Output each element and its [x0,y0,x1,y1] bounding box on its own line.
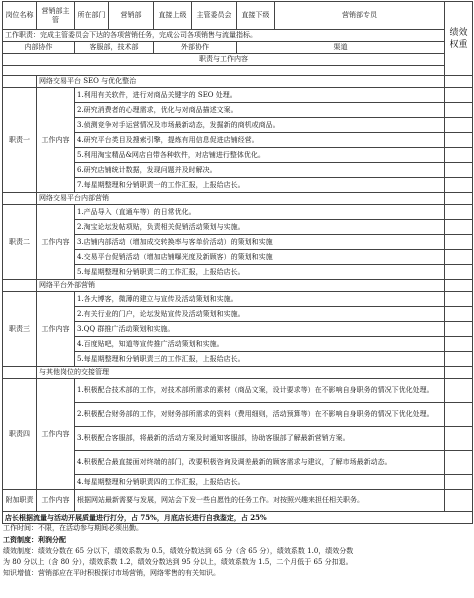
job-purpose: 工作职责：完成主管委员会下达的各项营销任务，完成公司各项销售与流量指标。 [3,30,445,42]
external-collab-label: 外部协作 [154,42,237,54]
section-title: 职责与工作内容 [3,54,445,66]
header-department-value: 营销部 [109,2,154,30]
spacer-row [3,66,445,76]
duty-title: 网络交易平台 SEO 与优化整治 [37,76,445,88]
extra-duty-content-label: 工作内容 [37,490,75,512]
performance-line: 为 80 分以上（含 80 分），绩效系数 1.2，绩效分数达到 95 分以上，绩效系数为 1.5，二个月低于 65 分扣退。 [3,557,353,566]
header-department-label: 所在部门 [75,2,109,30]
internal-collab-value: 客服部，技术部 [75,42,154,54]
policy-notes [3,523,471,579]
duty-item: 7.每星期整理和分销职责一的工作汇报，上报给店长。 [75,178,445,193]
duty-content-label: 工作内容 [37,379,75,490]
duty-item: 4.每星期整理和分销职责四的工作汇报，上报给店长。 [75,475,445,490]
duty-title-row [3,193,473,205]
duty-item: 2.淘宝论坛发帖项贴，负责相关促销活动策划与实施。 [75,220,445,235]
weight-header: 绩效权重 [445,2,473,76]
extra-duty-label: 附加职责 [3,490,37,512]
duty-item: 2.积极配合财务部的工作，对财务部所需求的资料（费用细则，活动预算等）在不影响自身职务的情况下优化处理。 [75,403,445,427]
header-subordinate-value: 营销部专员 [275,2,445,30]
header-position-value: 营销部主管 [37,2,75,30]
job-description-table [2,1,473,524]
header-superior-label: 直接上级 [154,2,192,30]
duty-title-row [3,280,473,292]
duty-item: 1.利用有关软件，进行对商品关键字的 SEO 处理。 [75,88,445,103]
duty-title: 网络交易平台内部营销 [37,193,445,205]
duty-content-label: 工作内容 [37,88,75,193]
duty-item: 6.研究店铺统计数据，发现问题并及时解决。 [75,163,445,178]
knowledge-note: 知识增值：营销部应在平时积极探讨市场营销，网络零售的有关知识。 [3,569,220,578]
extra-duty-row [3,490,473,512]
external-collab-value: 渠道 [237,42,445,54]
salary-title: 工资制度：利润分配 [3,535,66,545]
header-subordinate-label: 直接下级 [237,2,275,30]
duty-item: 2.研究消费者的心理需求，优化与对商品描述文案。 [75,103,445,118]
duty-item: 4.交易平台促销活动（增加店铺曝光度及新顾客）的策划和实施 [75,250,445,265]
duty-item: 3.店铺内部活动（增加成交转换率与客单价活动）的策划和实施 [75,235,445,250]
duty-content-label: 工作内容 [37,205,75,280]
duty-item: 3.QQ 群推广活动策划和实施。 [75,322,445,337]
duty-item: 5.利用淘宝精品&网店自带各种软件，对店铺进行整体优化。 [75,148,445,163]
header-position-label: 岗位名称 [3,2,37,30]
duty-label: 职责二 [3,205,37,280]
duty-content-label: 工作内容 [37,292,75,367]
duty-title: 网络平台外部营销 [37,280,445,292]
header-row [3,2,473,30]
duty-item: 4.积极配合最直接面对终端的部门，改要积极咨询及调差最新的顾客需求与建议，了解市场最新动态。 [75,451,445,475]
duty-label: 职责一 [3,88,37,193]
duty-item: 3.侦测竞争对手运营情况及市场最新动态，发掘新的商机或商品。 [75,118,445,133]
duty-item: 3.积极配合客服部，将最新的活动方案及时通知客服部，协助客服部了解最新营销方案。 [75,427,445,451]
duty-item: 1.积极配合技术部的工作，对技术部所需求的素材（商品文案，设计要求等）在不影响自身职务的情况下优化处理。 [75,379,445,403]
duty-title-row [3,76,473,88]
duty-item: 4.研究平台类目及搜索引擎，提炼有用信息促进店铺经营。 [75,133,445,148]
extra-duty-text: 根据网站最新需要与发展，网站会下发一些自愿性的任务工作。对按照兴趣来担任相关职务。 [75,490,445,512]
duty-item: 1.产品导入（直通车等）的日常优化。 [75,205,445,220]
duty-item: 5.每星期整理和分销职责三的工作汇报，上报给店长。 [75,352,445,367]
duty-item: 5.每星期整理和分销职责二的工作汇报，上报给店长。 [75,265,445,280]
duty-title-row [3,367,473,379]
work-time: 工作时间：不限，在活动参与期间必须出勤。 [3,524,143,532]
collab-row [3,42,473,54]
header-superior-value: 主管委员会 [192,2,237,30]
duty-label: 职责四 [3,379,37,490]
performance-line: 绩效制度：绩效分数在 65 分以下，绩效系数为 0.5，绩效分数达到 65 分（含 65 分），绩效系数 1.0，绩效分数 [3,546,354,555]
duty-item: 4.百度贴吧，知道等宣传推广活动策划和实施。 [75,337,445,352]
assessment-note: 店长根据流量与活动开展质量进行打分，占 75%，月底店长进行自我鉴定，占 25% [3,512,473,524]
duty-item: 2.有关行业的门户，论坛发贴宣传及活动策划和实施。 [75,307,445,322]
duty-item: 1.各大博客，微薄的建立与宣传及活动策划和实施。 [75,292,445,307]
duty-title: 与其他岗位的交接管理 [37,367,445,379]
internal-collab-label: 内部协作 [3,42,75,54]
duty-label: 职责三 [3,292,37,367]
